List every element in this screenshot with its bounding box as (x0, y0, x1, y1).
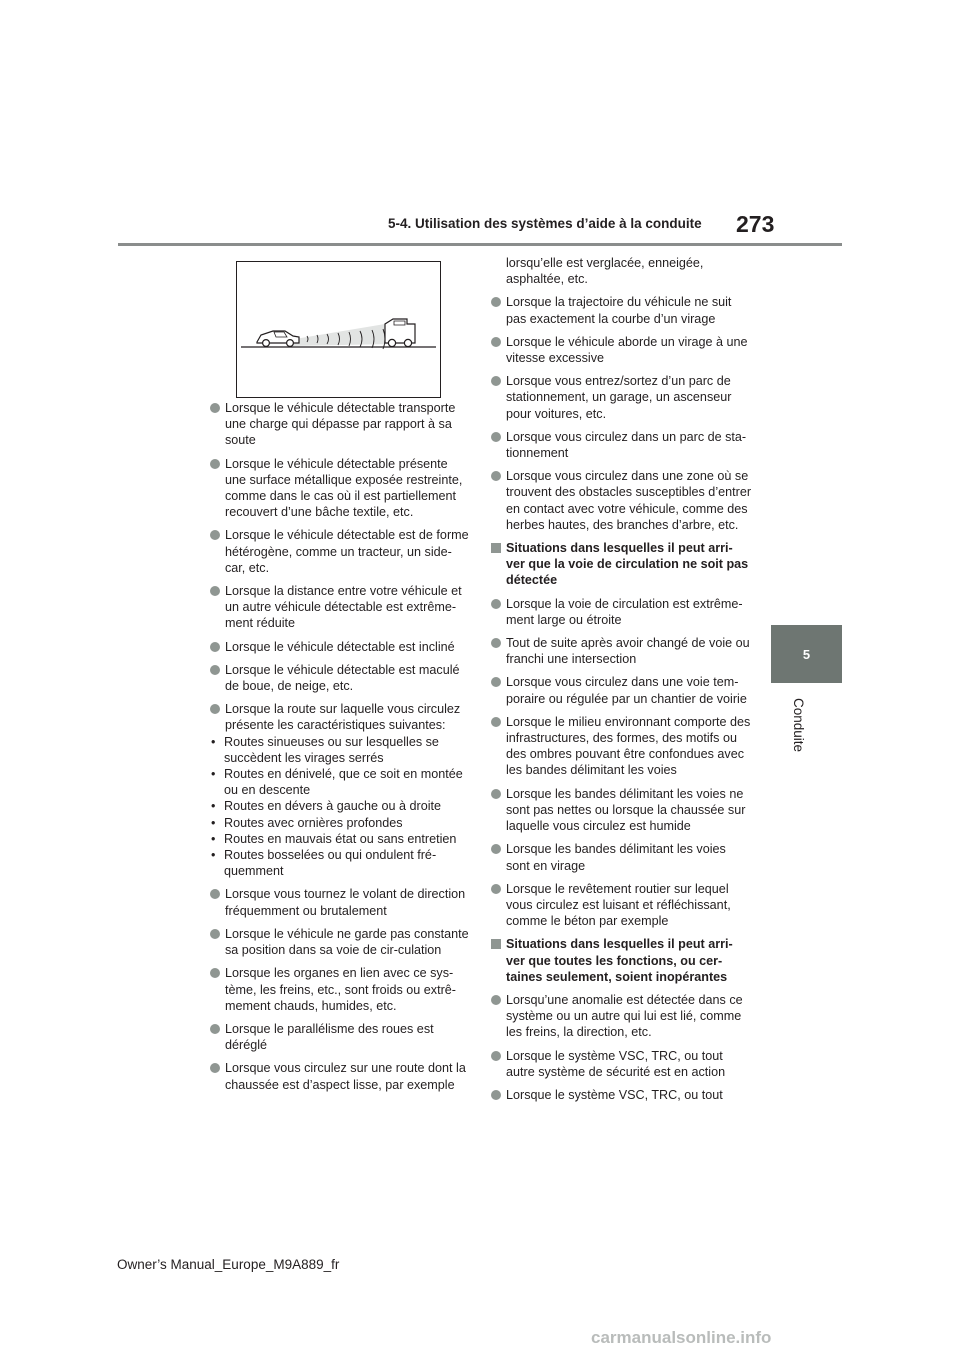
list-item-text: Lorsque le système VSC, TRC, ou tout (506, 1087, 723, 1102)
list-item (489, 1087, 751, 1103)
list-item (208, 527, 470, 576)
radar-beam (289, 322, 397, 346)
list-item (208, 583, 470, 632)
own-car-icon (257, 331, 299, 346)
bullet-icon (491, 1051, 501, 1061)
sub-list-item: • Routes bosselées ou qui ondulent fré-quemment (211, 848, 437, 879)
list-item-text: Lorsque les bandes délimitant les voies sont en virage (506, 842, 726, 873)
list-item (489, 841, 751, 873)
list-item (489, 992, 751, 1041)
watermark: carmanualsonline.info (591, 1328, 772, 1347)
section-heading (489, 936, 751, 985)
list-item-text: Lorsque le véhicule détectable est incliné (225, 639, 455, 654)
list-item-text: Lorsque vous circulez sur une route dont la chaussée est d’aspect lisse, par exemple (225, 1061, 466, 1092)
list-item (489, 635, 751, 667)
chapter-tab[interactable] (771, 625, 842, 683)
list-item-text: Lorsque vous circulez dans un parc de sta-tionnement (506, 429, 747, 461)
bullet-icon (210, 929, 220, 939)
bullet-icon (491, 677, 501, 687)
sub-list-item-text: Routes en dénivelé, que ce soit en montée ou en descente (224, 767, 463, 798)
list-item (489, 429, 751, 461)
list-item-text: Tout de suite après avoir changé de voie ou franchi une intersection (506, 636, 750, 667)
list-item (489, 881, 751, 930)
radar-illustration-svg (237, 262, 440, 397)
list-item (208, 886, 470, 918)
list-item (208, 926, 470, 958)
list-item-text: Lorsque le véhicule aborde un virage à une vitesse excessive (506, 334, 748, 366)
list-item-text: Lorsque vous tournez le volant de direction fréquemment ou brutalement (225, 887, 466, 918)
list-item-text: Lorsque la route sur laquelle vous circulez présente les caractéristiques suivantes: (225, 702, 461, 733)
bullet-icon (210, 642, 220, 652)
chapter-label: Conduite (791, 697, 806, 753)
sub-list-item-text: Routes sinueuses ou sur lesquelles se succèdent les virages serrés (224, 734, 439, 765)
list-item-text: Lorsque la voie de circulation est extrême-ment large ou étroite (506, 596, 743, 627)
list-item (208, 662, 470, 694)
list-item (489, 294, 751, 326)
bullet-icon (210, 889, 220, 899)
square-bullet-icon (491, 543, 501, 553)
road-conditions-list (211, 734, 470, 880)
bullet-icon (210, 665, 220, 675)
section-heading-text: Situations dans lesquelles il peut arri-ver que toutes les fonctions, ou cer-taines seulement, soient inopérantes (506, 937, 733, 984)
list-item-text: Lorsque le véhicule détectable transporte une charge qui dépasse par rapport à sa soute (225, 401, 456, 448)
list-item (208, 1021, 470, 1053)
bullet-icon (210, 459, 220, 469)
list-item-text: Lorsque vous circulez dans une voie tem-poraire ou régulée par un chantier de voirie (506, 675, 747, 706)
sub-list-item: • Routes sinueuses ou sur lesquelles se succèdent les virages serrés (211, 734, 439, 765)
list-item-text: Lorsque les organes en lien avec ce sys-tème, les freins, etc., sont froids ou extrê-mement chauds, humides, etc. (225, 966, 456, 1013)
list-item (489, 596, 751, 628)
list-item-text: Lorsque la trajectoire du véhicule ne suit pas exactement la courbe d’un virage (506, 295, 732, 326)
list-item (489, 373, 751, 422)
section-title: 5-4. Utilisation des systèmes d’aide à la conduite (388, 216, 702, 231)
list-item-text: Lorsque les bandes délimitant les voies ne sont pas nettes ou lorsque la chaussée sur laquelle vous circulez est humide (506, 786, 746, 834)
list-item-text: Lorsqu’une anomalie est détectée dans ce système ou un autre qui lui est lié, comme les freins, la direction, etc. (506, 992, 743, 1040)
list-item-text: Lorsque le véhicule détectable est de forme hétérogène, comme un tracteur, un side-car, etc. (225, 528, 469, 575)
list-item-text: Lorsque le véhicule détectable présente une surface métallique exposée restreinte, comme dans le cas où il est partiellement recouvert d’une bâche textile, etc. (225, 456, 463, 520)
bullet-icon (491, 376, 501, 386)
list-item (208, 639, 470, 655)
sub-list-item: • Routes avec ornières profondes (211, 815, 403, 830)
list-item-text: Lorsque le véhicule ne garde pas constante sa position dans sa voie de cir-culation (225, 926, 469, 958)
list-item-text: Lorsque vous entrez/sortez d’un parc de stationnement, un garage, un ascenseur pour voitures, etc. (506, 374, 732, 421)
sub-list-item: • Routes en mauvais état ou sans entretien (211, 831, 457, 846)
bullet-icon (491, 1090, 501, 1100)
bullet-icon (491, 599, 501, 609)
sub-list-item: • Routes en dénivelé, que ce soit en montée ou en descente (211, 767, 463, 798)
list-item-text: Lorsque le milieu environnant comporte des infrastructures, des formes, des motifs ou des ombres pouvant être confondues avec les bandes délimitant les voies (506, 714, 751, 778)
list-item-text: Lorsque le système VSC, TRC, ou tout autre système de sécurité est en action (506, 1048, 726, 1079)
list-item-text: Lorsque le revêtement routier sur lequel vous circulez est luisant et réfléchissant, comme le béton par exemple (506, 881, 731, 929)
bullet-icon (491, 337, 501, 347)
sub-list-item-text: Routes bosselées ou qui ondulent fré-quemment (224, 848, 437, 879)
bullet-icon (491, 471, 501, 481)
truck-icon (385, 319, 415, 347)
bullet-icon (210, 403, 220, 413)
section-heading (489, 540, 751, 589)
continued-text (489, 255, 751, 287)
sub-list-item-text: Routes en dévers à gauche ou à droite (224, 799, 442, 814)
list-item (489, 714, 751, 779)
bullet-icon (210, 530, 220, 540)
page-number: 273 (736, 211, 775, 237)
bullet-icon (491, 717, 501, 727)
list-item-text: Lorsque le parallélisme des roues est déréglé (225, 1021, 434, 1053)
list-item (208, 965, 470, 1014)
bullet-icon (210, 586, 220, 596)
square-bullet-icon (491, 939, 501, 949)
header-divider (118, 243, 842, 246)
left-column (208, 400, 470, 1100)
list-item (208, 400, 470, 449)
list-item-text: Lorsque le véhicule détectable est maculé de boue, de neige, etc. (225, 662, 460, 694)
list-item (208, 701, 470, 879)
bullet-icon (210, 1024, 220, 1034)
list-item-text: Lorsque la distance entre votre véhicule et un autre véhicule détectable est extrême-ment réduite (225, 584, 462, 631)
bullet-icon (491, 995, 501, 1005)
bullet-icon (210, 968, 220, 978)
bullet-icon (491, 789, 501, 799)
list-item (489, 786, 751, 835)
right-column (489, 255, 751, 1110)
bullet-icon (210, 704, 220, 714)
chapter-number: 5 (802, 646, 811, 662)
bullet-icon (491, 432, 501, 442)
sub-list-item: • Routes en dévers à gauche ou à droite (211, 799, 442, 814)
list-item (208, 456, 470, 521)
list-item (489, 334, 751, 366)
bullet-icon (491, 884, 501, 894)
bullet-icon (491, 844, 501, 854)
list-item (489, 1048, 751, 1080)
list-item-text: Lorsque vous circulez dans une zone où se trouvent des obstacles susceptibles d’entrer en contact avec votre véhicule, comme des herbes hautes, des branches d’arbre, etc. (506, 469, 752, 532)
bullet-icon (491, 297, 501, 307)
list-item (489, 468, 751, 533)
bullet-icon (491, 638, 501, 648)
section-heading-text: Situations dans lesquelles il peut arri-ver que la voie de circulation ne soit pas détectée (506, 541, 749, 588)
list-item (489, 674, 751, 706)
list-item (208, 1060, 470, 1092)
radar-illustration (236, 261, 441, 398)
bullet-icon (210, 1063, 220, 1073)
sub-list-item-text: Routes en mauvais état ou sans entretien (224, 831, 457, 846)
sub-list-item-text: Routes avec ornières profondes (224, 815, 403, 830)
continued-text-content: lorsqu’elle est verglacée, enneigée, asphaltée, etc. (506, 256, 704, 287)
manual-footer: Owner’s Manual_Europe_M9A889_fr (117, 1257, 340, 1272)
